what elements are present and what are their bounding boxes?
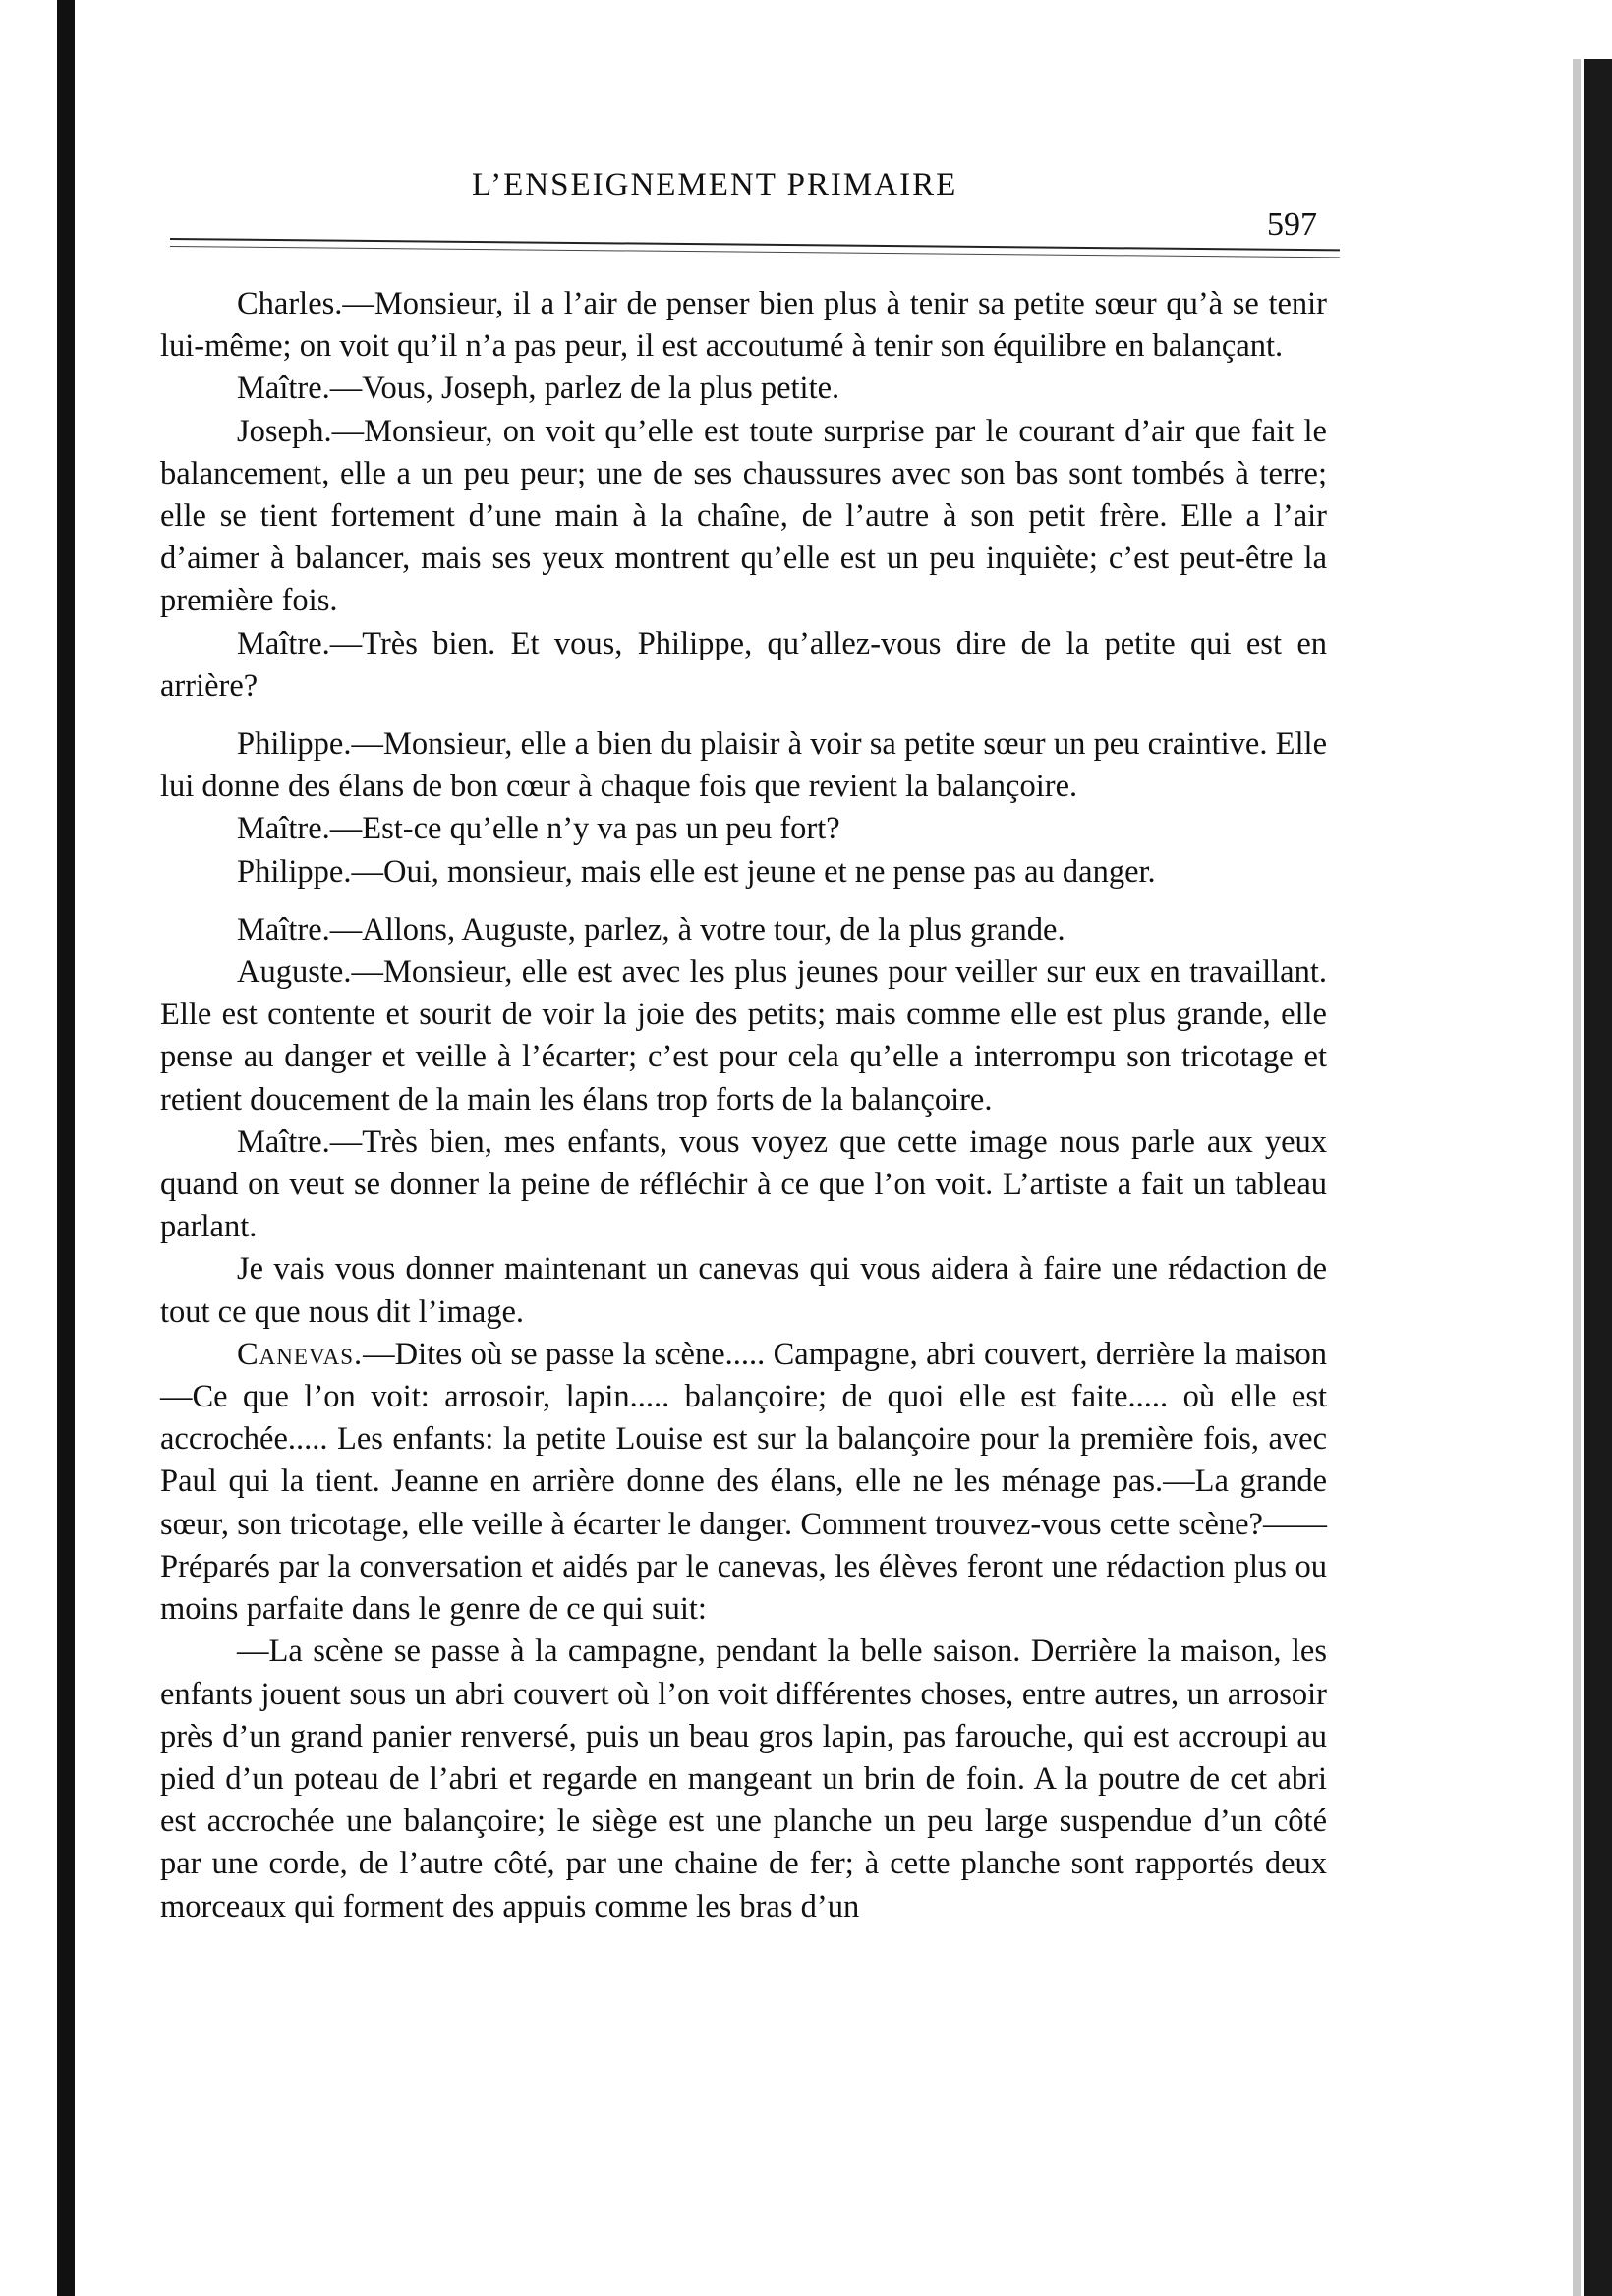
paragraph (160, 808, 1327, 850)
speaker-name: Auguste. (237, 954, 352, 991)
paragraph-text: —Monsieur, il a l’air de penser bien plus à tenir sa petite sœur qu’à se tenir lui-même; on voit qu’il n’a pas peur, il est accoutumé à tenir son équilibre en balançant. (160, 286, 1327, 365)
page-header (152, 147, 1327, 243)
page-body (152, 283, 1327, 1928)
speaker-name: Charles. (237, 286, 343, 321)
canevas-label: Canevas. (237, 1336, 364, 1372)
speaker-name: Philippe. (237, 853, 352, 890)
paragraph-text: —Allons, Auguste, parlez, à votre tour, de la plus grande. (329, 911, 1065, 947)
paragraph-text: —Monsieur, elle est avec les plus jeunes pour veiller sur eux en travaillant. Elle est contente et sourit de voir la joie des petits; mais comme elle est plus grande, elle pense au danger et veille à l’écarter; c’est pour cela qu’elle a interrompu son tricotage et retient doucement de la main les élans trop forts de la balançoire. (160, 954, 1327, 1118)
paragraph-text: Je vais vous donner maintenant un canevas qui vous aidera à faire une rédaction de tout ce que nous dit l’image. (160, 1251, 1327, 1330)
paragraph-text: —Très bien. Et vous, Philippe, qu’allez-vous dire de la petite qui est en arrière? (160, 625, 1327, 704)
paragraph-text: —Monsieur, on voit qu’elle est toute surprise par le courant d’air que fait le balancement, elle a un peu peur; une de ses chaussures avec son bas sont tombés à terre; elle se tient fortement d’une main à la chaîne, de l’autre à son petit frère. Elle a l’air d’aimer à balancer, mais ses yeux montrent qu’elle est un peu inquiète; c’est peut-être la première fois. (160, 413, 1327, 619)
speaker-name: Maître. (237, 1123, 330, 1160)
paragraph-text: —La scène se passe à la campagne, pendant la belle saison. Derrière la maison, les enfants jouent sous un abri couvert où l’on voit différentes choses, entre autres, un arrosoir près d’un grand panier renversé, puis un beau gros lapin, pas farouche, qui est accroupi au pied d’un poteau de l’abri et regarde en mangeant un brin de foin. A la poutre de cet abri est accrochée une balançoire; le siège est une planche un peu large suspendue d’un côté par une corde, de l’autre côté, par une chaine de fer; à cette planche sont rapportés deux morceaux qui forment des appuis comme les bras d’un (160, 1634, 1327, 1924)
header-rule (170, 238, 1340, 258)
speaker-name: Maître. (237, 625, 330, 661)
book-page-edge-right (1584, 59, 1612, 2296)
paragraph (160, 283, 1327, 368)
paragraph (160, 851, 1327, 893)
speaker-name: Maître. (237, 811, 330, 847)
paragraph (160, 951, 1327, 1121)
running-title: L’ENSEIGNEMENT PRIMAIRE (472, 167, 958, 202)
paragraph (160, 1631, 1327, 1927)
paragraph-text: —Dites où se passe la scène..... Campagne, abri couvert, derrière la maison—Ce que l’on voit: arrosoir, lapin..... balançoire; de quoi elle est faite..... où elle est accrochée..... Les enfants: la petite Louise est sur la balançoire pour la première fois, avec Paul qui la tient. Jeanne en arrière donne des élans, elle ne les ménage pas.—La grande sœur, son tricotage, elle veille à écarter le danger. Comment trouvez-vous cette scène?——Préparés par la conversation et aidés par le canevas, les élèves feront une rédaction plus ou moins parfaite dans le genre de ce qui suit: (160, 1336, 1327, 1628)
paragraph-text: —Monsieur, elle a bien du plaisir à voir sa petite sœur un peu craintive. Elle lui donne des élans de bon cœur à chaque fois que revient la balançoire. (160, 726, 1327, 805)
paragraph (160, 1248, 1327, 1333)
page-number: 597 (1267, 206, 1317, 243)
paragraph-text: —Vous, Joseph, parlez de la plus petite. (329, 371, 840, 407)
paragraph-text: —Très bien, mes enfants, vous voyez que cette image nous parle aux yeux quand on veut se donner la peine de réfléchir à ce que l’on voit. L’artiste a fait un tableau parlant. (160, 1123, 1327, 1245)
paragraph (160, 1334, 1327, 1631)
paragraph (160, 1121, 1327, 1249)
speaker-name: Maître. (237, 911, 330, 947)
speaker-name: Joseph. (237, 413, 332, 449)
book-binding-left-edge (57, 0, 75, 2296)
paragraph (160, 723, 1327, 808)
speaker-name: Philippe. (237, 726, 352, 763)
paragraph (160, 909, 1327, 951)
paragraph (160, 368, 1327, 410)
speaker-name: Maître. (237, 371, 330, 407)
paragraph (160, 411, 1327, 623)
book-page (152, 147, 1327, 1928)
paragraph (160, 623, 1327, 708)
paragraph-text: —Oui, monsieur, mais elle est jeune et ne pense pas au danger. (351, 853, 1156, 890)
paragraph-text: —Est-ce qu’elle n’y va pas un peu fort? (329, 811, 840, 847)
